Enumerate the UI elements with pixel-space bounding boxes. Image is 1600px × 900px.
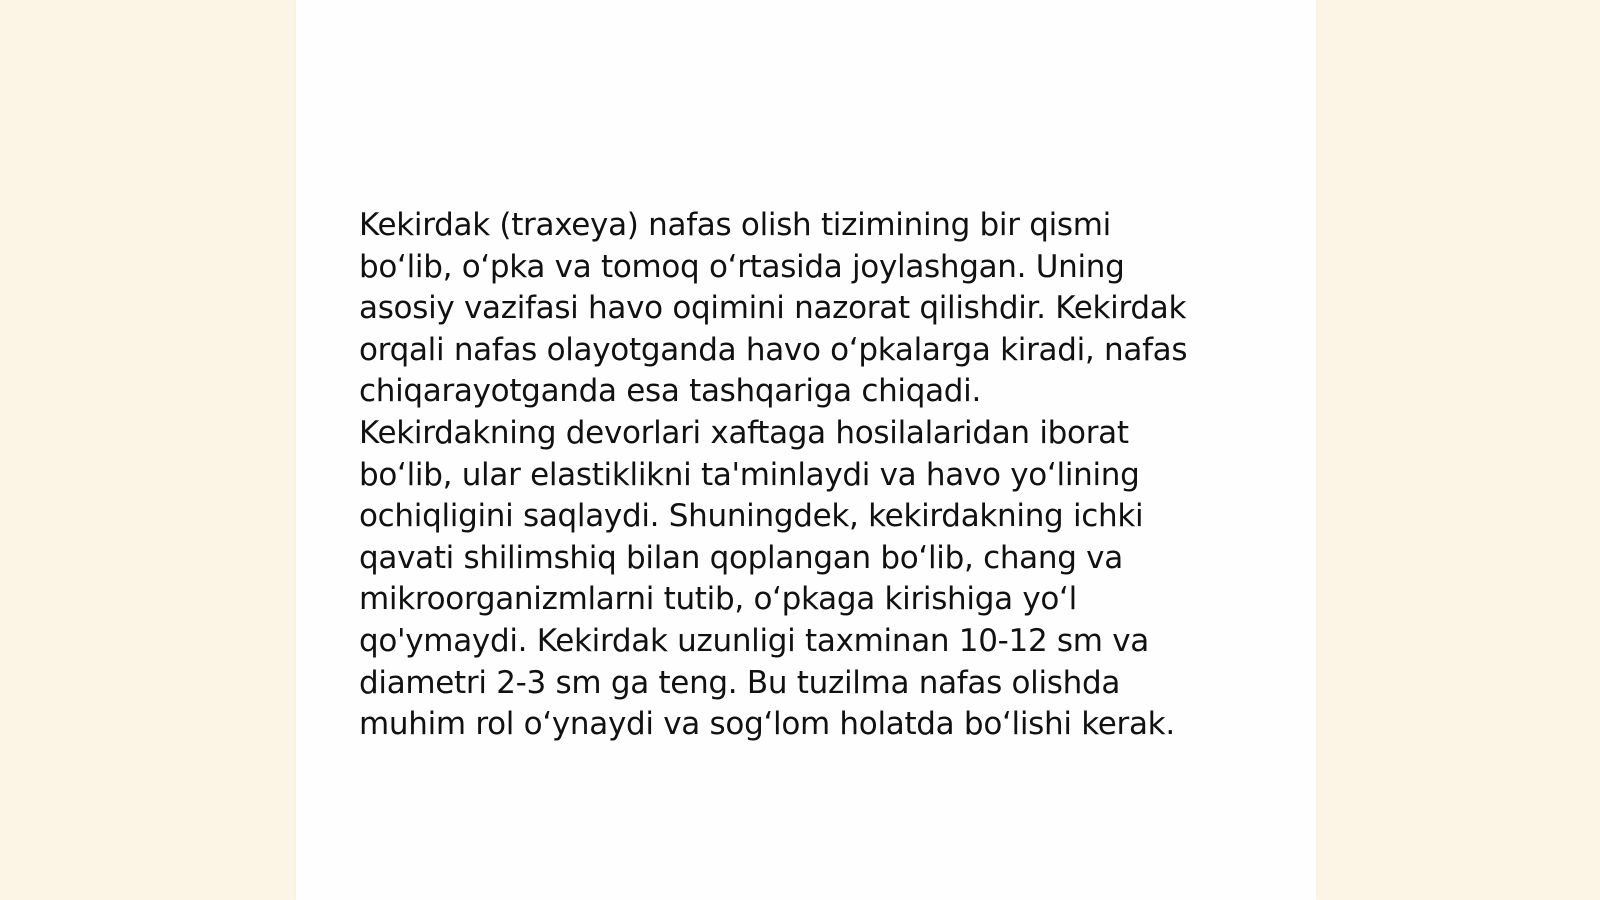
left-margin-background: [0, 0, 296, 900]
text-line: muhim rol oʻynaydi va sogʻlom holatda boʻlishi kerak.: [359, 706, 1175, 743]
body-text: [359, 205, 1259, 746]
text-line: qo'ymaydi. Kekirdak uzunligi taxminan 10-12 sm va: [359, 622, 1149, 659]
text-line: mikroorganizmlarni tutib, oʻpkaga kirishiga yoʻl: [359, 581, 1077, 618]
text-line: asosiy vazifasi havo oqimini nazorat qilishdir. Kekirdak: [359, 290, 1187, 327]
text-line: boʻlib, ular elastiklikni ta'minlaydi va havo yoʻlining: [359, 456, 1140, 493]
document-page: [296, 0, 1316, 900]
text-line: chiqarayotganda esa tashqariga chiqadi.: [359, 373, 982, 410]
text-line: Kekirdak (traxeya) nafas olish tizimining bir qismi: [359, 207, 1111, 243]
right-margin-background: [1316, 0, 1600, 900]
text-line: Kekirdakning devorlari xaftaga hosilalaridan iborat: [359, 414, 1129, 451]
text-line: ochiqligini saqlaydi. Shuningdek, kekirdakning ichki: [359, 498, 1144, 535]
text-line: diametri 2-3 sm ga teng. Bu tuzilma nafas olishda: [359, 664, 1121, 701]
text-line: orqali nafas olayotganda havo oʻpkalarga kiradi, nafas: [359, 331, 1188, 368]
text-line: qavati shilimshiq bilan qoplangan boʻlib, chang va: [359, 539, 1123, 576]
text-line: boʻlib, oʻpka va tomoq oʻrtasida joylashgan. Uning: [359, 248, 1125, 285]
